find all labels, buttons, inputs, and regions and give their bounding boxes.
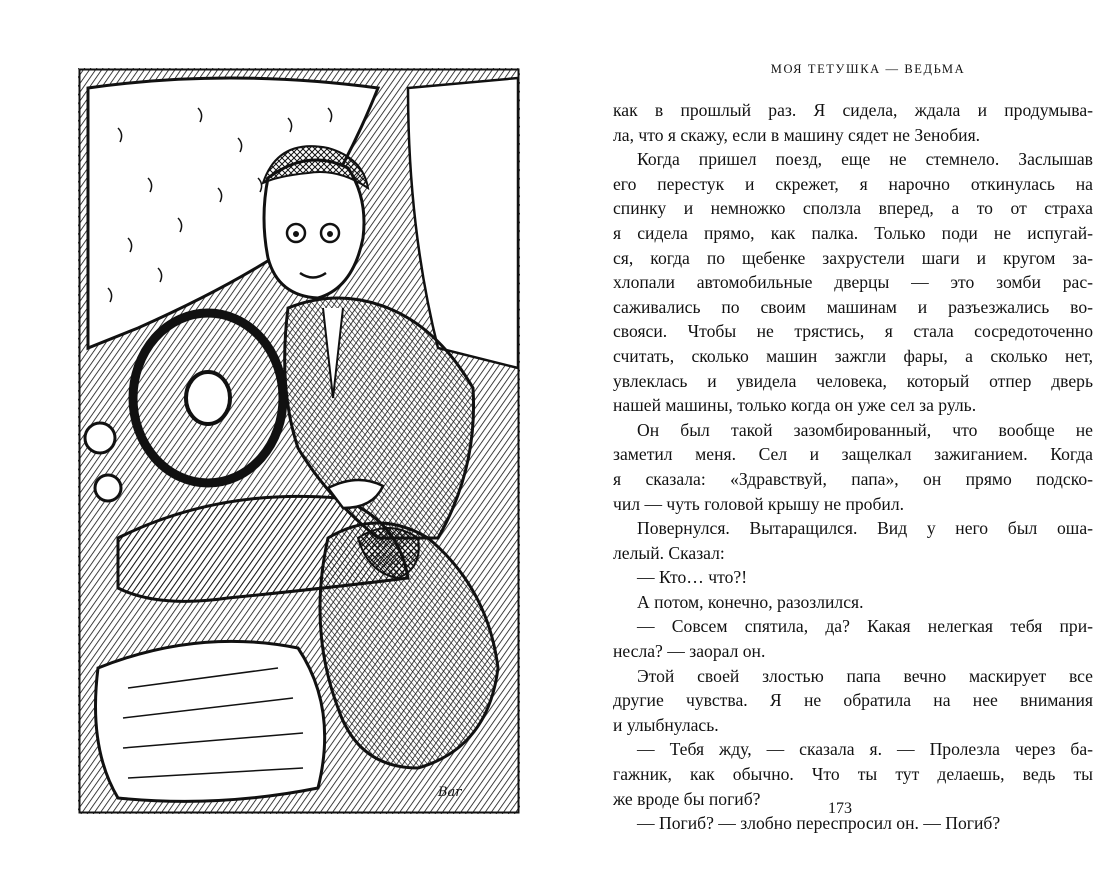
text-line: увлеклась и увидела человека, который отпер дверь — [613, 370, 1093, 391]
text-line: А потом, конечно, разозлился. — [637, 591, 864, 612]
text-line: и улыбнулась. — [613, 714, 719, 735]
text-line: — Совсем спятила, да? Какая нелегкая тебя при- — [637, 616, 1093, 637]
text-line: гажник, как обычно. Что ты тут делаешь, ведь ты — [613, 764, 1093, 785]
right-page — [550, 0, 1100, 873]
text-line: Этой своей злостью папа вечно маскирует все — [637, 665, 1093, 686]
text-line: — Кто… что?! — [637, 567, 748, 588]
text-line: как в прошлый раз. Я сидела, ждала и продумыва- — [613, 100, 1093, 120]
text-line: саживались по своим машинам и разъезжались во- — [613, 296, 1093, 317]
text-line: ся, когда по щебенке захрустели шаги и кругом за- — [613, 247, 1093, 268]
text-line: спинку и немножко сползла вперед, а то от страха — [613, 198, 1093, 219]
text-line: Повернулся. Вытаращился. Вид у него был оша- — [637, 518, 1093, 539]
text-line: другие чувства. Я не обратила на нее внимания — [613, 690, 1093, 711]
text-line: чил — чуть головой крышу не пробил. — [613, 493, 904, 514]
running-head: МОЯ ТЕТУШКА — ВЕДЬМА — [770, 62, 966, 76]
text-line: несла? — заорал он. — [613, 641, 766, 662]
text-line: его перестук и скрежет, я нарочно откинулась на — [613, 173, 1093, 194]
text-line: я сказала: «Здравствуй, папа», он прямо подско- — [613, 468, 1093, 489]
text-line: считать, сколько машин зажгли фары, а сколько нет, — [613, 345, 1093, 366]
text-line: я сидела прямо, как палка. Только поди не испугай- — [613, 222, 1093, 243]
text-line: же вроде бы погиб? — [613, 788, 761, 809]
text-line: лелый. Сказал: — [613, 542, 725, 563]
text-line: нашей машины, только когда он уже сел за руль. — [613, 395, 977, 416]
text-line: Когда пришел поезд, еще не стемнело. Заслышав — [637, 149, 1093, 170]
text-line: — Тебя жду, — сказала я. — Пролезла через ба- — [637, 739, 1093, 760]
text-line: — Погиб? — злобно переспросил он. — Погиб? — [637, 813, 1001, 834]
text-line: хлопали автомобильные дверцы — это зомби рас- — [613, 272, 1093, 293]
text-line: свояси. Чтобы не трястись, я стала сосредоточенно — [613, 321, 1093, 342]
artist-signature: Bar — [438, 785, 462, 800]
page-number: 173 — [828, 800, 852, 817]
body-text — [613, 98, 1093, 836]
text-line: заметил меня. Сел и защелкал зажиганием. Когда — [613, 444, 1093, 465]
text-line: ла, что я скажу, если в машину сядет не Зенобия. — [613, 124, 981, 145]
text-line: Он был такой зазомбированный, что вообще не — [637, 419, 1093, 440]
ink-illustration — [78, 68, 520, 814]
